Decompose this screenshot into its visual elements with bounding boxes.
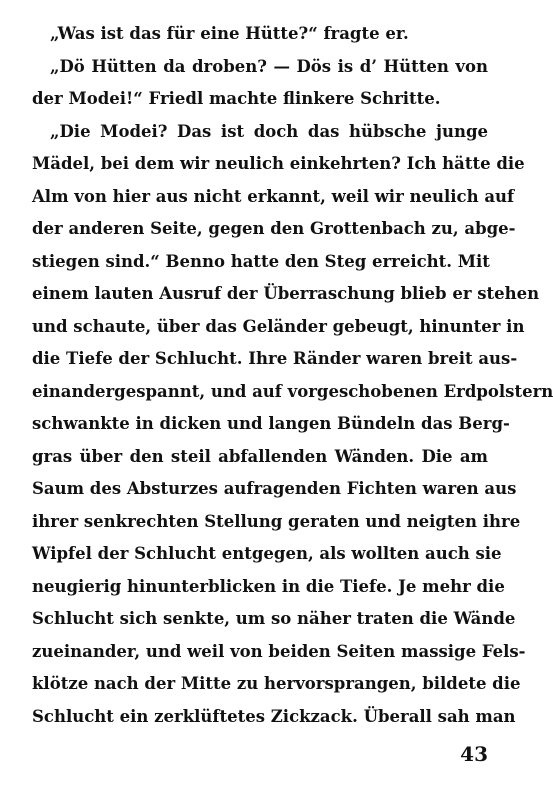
- text-line: Saum des Absturzes aufragenden Fichten waren aus: [32, 479, 517, 498]
- text-line: und schaute, über das Geländer gebeugt, hinunter in: [32, 316, 525, 336]
- text-line: ihrer senkrechten Stellung geraten und neigten ihre: [32, 511, 521, 531]
- text-line: stiegen sind.“ Benno hatte den Steg erreicht. Mit: [32, 251, 490, 271]
- body-text: [32, 18, 553, 733]
- text-line: gras über den steil abfallenden Wänden. Die am: [32, 446, 488, 466]
- text-line: Schlucht ein zerklüftetes Zickzack. Überall sah man: [32, 706, 516, 726]
- text-line: die Tiefe der Schlucht. Ihre Ränder waren breit aus-: [32, 349, 518, 368]
- text-line: schwankte in dicken und langen Bündeln das Berg-: [32, 414, 510, 433]
- text-line: Alm von hier aus nicht erkannt, weil wir neulich auf: [32, 186, 515, 206]
- text-line: einandergespannt, und auf vorgeschobenen Erdpolstern: [32, 381, 553, 401]
- text-line: „Die Modei? Das ist doch das hübsche junge: [50, 121, 488, 141]
- text-line: „Dö Hütten da droben? — Dös is d’ Hütten von: [50, 56, 488, 76]
- text-line: Schlucht sich senkte, um so näher traten die Wände: [32, 609, 516, 628]
- text-line: der anderen Seite, gegen den Grottenbach zu, abge-: [32, 219, 516, 238]
- text-line: der Modei!“ Friedl machte flinkere Schritte.: [32, 89, 441, 108]
- text-line: Wipfel der Schlucht entgegen, als wollten auch sie: [32, 544, 502, 563]
- text-line: neugierig hinunterblicken in die Tiefe. Je mehr die: [32, 576, 505, 596]
- text-line: zueinander, und weil von beiden Seiten massige Fels-: [32, 641, 526, 661]
- text-line: klötze nach der Mitte zu hervorsprangen, bildete die: [32, 674, 521, 693]
- text-line: Mädel, bei dem wir neulich einkehrten? Ich hätte die: [32, 154, 525, 173]
- page-number: 43: [460, 742, 488, 766]
- text-line: „Was ist das für eine Hütte?“ fragte er.: [50, 24, 409, 43]
- text-line: einem lauten Ausruf der Überraschung blieb er stehen: [32, 284, 540, 303]
